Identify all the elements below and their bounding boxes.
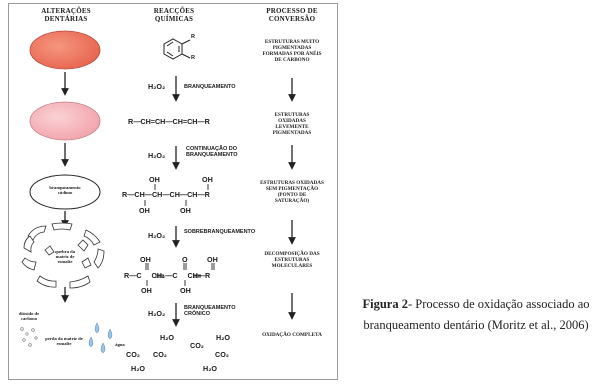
oh-bot-3: OH xyxy=(141,286,152,295)
product-h2o-1: H₂O xyxy=(160,333,174,342)
product-co2-2: CO₂ xyxy=(126,350,140,359)
step4-label: BRANQUEAMENTO CRÓNICO xyxy=(184,305,236,317)
product-h2o-3: H₂O xyxy=(131,364,145,373)
co2-label: dióxido de carbono xyxy=(18,311,40,322)
co2-bubbles xyxy=(20,327,37,346)
h2o2-4: H₂O₂ xyxy=(148,309,166,318)
o-top-1: OH xyxy=(140,255,151,264)
enamel-loss-label: perda da matriz de esmalte xyxy=(45,336,83,347)
conversion-step-1: ESTRUTURAS MUITO PIGMENTADAS FORMADAS POR ANÉIS DE CARBONO xyxy=(262,39,322,63)
ring-r-bottom: R xyxy=(191,55,195,61)
o-top-2: O xyxy=(182,255,188,264)
h2o2-3: H₂O₂ xyxy=(148,231,166,240)
fragment-label: quebra da matriz de esmalte xyxy=(54,249,76,265)
h2o2-2: H₂O₂ xyxy=(148,151,166,160)
product-h2o-4: H₂O xyxy=(203,364,217,373)
bleached-ellipse-label: branqueamento cúdimo xyxy=(49,185,81,196)
header-col3: PROCESSO DE CONVERSÃO xyxy=(266,7,318,23)
benzene-ring xyxy=(164,39,190,59)
oh-bot-2: OH xyxy=(180,206,191,215)
chain2: R—CH—CH—CH—CH—R xyxy=(122,190,210,199)
chain1: R—CH=CH—CH=CH—R xyxy=(128,117,210,126)
caption-text: - Processo de oxidação associado ao branqueamento dentário (Moritz et al., 2006) xyxy=(363,297,590,332)
caption-label: Figura 2 xyxy=(362,297,408,311)
oh-bot-4: OH xyxy=(180,286,191,295)
ring-r-top: R xyxy=(191,34,195,40)
figure-caption xyxy=(350,294,602,336)
h2o2-1: H₂O₂ xyxy=(148,82,166,91)
conversion-step-3: ESTRUTURAS OXIDADAS SEM PIGMENTAÇÃO (PONTO DE SATURAÇÃO) xyxy=(260,180,324,204)
water-label: água xyxy=(115,342,125,347)
oh-top-2: OH xyxy=(202,175,213,184)
oh-top-1: OH xyxy=(149,175,160,184)
conversion-step-2: ESTRUTURAS OXIDADAS LEVEMENTE PIGMENTADAS xyxy=(272,112,312,136)
oh-bot-1: OH xyxy=(139,206,150,215)
tooth-stained-ellipse xyxy=(30,31,100,69)
water-drops xyxy=(89,323,112,353)
product-h2o-2: H₂O xyxy=(216,333,230,342)
header-col2: REACÇÕES QUÍMICAS xyxy=(153,7,195,23)
step2-label: CONTINUAÇÃO DO BRANQUEAMENTO xyxy=(186,146,238,158)
conversion-step-4: DECOMPOSIÇÃO DAS ESTRUTURAS MOLECULARES xyxy=(264,251,320,269)
tooth-lighter-ellipse xyxy=(30,102,100,140)
conversion-step-5: OXIDAÇÃO COMPLETA xyxy=(262,332,322,338)
product-co2-1: CO₂ xyxy=(190,341,204,350)
step3-label: SOBREBRANQUEAMENTO xyxy=(184,229,256,235)
header-col1: ALTERAÇÕES DENTÁRIAS xyxy=(41,7,91,23)
chain3: R—C CH₂—C CH—R xyxy=(124,271,211,280)
product-co2-3: CO₂ xyxy=(153,350,167,359)
product-co2-4: CO₂ xyxy=(215,350,229,359)
o-top-3: OH xyxy=(207,255,218,264)
step1-label: BRANQUEAMENTO xyxy=(184,84,236,90)
